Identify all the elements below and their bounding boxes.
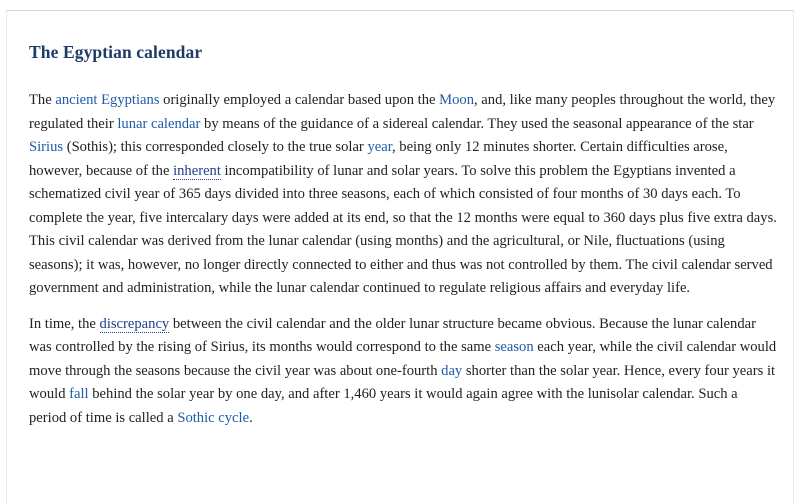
link-sirius[interactable]: Sirius <box>29 139 64 155</box>
text-run: The <box>29 92 56 108</box>
link-fall[interactable]: fall <box>69 386 89 402</box>
text-run: behind the solar year by one day, and after 1,460 years it would again agree with the lunisolar calendar. Such a period of time is called a <box>29 386 738 426</box>
text-run: each year, while the civil calendar would move through the seasons because the civil year was about one-fourth <box>29 339 777 379</box>
text-run: between the civil calendar and the older lunar structure became obvious. Because the lunar calendar was controlled by the rising of Sirius, its months would correspond to the same <box>29 315 756 355</box>
text-run: , being only 12 minutes shorter. Certain difficulties arose, however, because of the <box>29 139 728 179</box>
text-run: (Sothis); this corresponded closely to the true solar <box>63 139 368 155</box>
link-ancient-egyptians[interactable]: ancient Egyptians <box>55 92 160 108</box>
link-season[interactable]: season <box>494 339 534 355</box>
link-day[interactable]: day <box>441 362 463 379</box>
link-lunar-calendar[interactable]: lunar calendar <box>117 115 201 132</box>
section-title: The Egyptian calendar <box>29 42 203 62</box>
text-run: shorter than the solar year. Hence, every four years it would <box>29 362 776 402</box>
paragraph-2 <box>29 313 777 431</box>
dictionary-link-inherent[interactable]: inherent <box>173 162 221 179</box>
article <box>29 42 777 442</box>
paragraph-1 <box>29 89 777 301</box>
text-run: In time, the <box>29 315 100 332</box>
text-run: by means of the guidance of a sidereal calendar. They used the seasonal appearance of the star <box>200 115 754 132</box>
link-sothic-cycle[interactable]: Sothic cycle <box>177 409 250 426</box>
text-run: incompatibility of lunar and solar years. To solve this problem the Egyptians invented a schematized civil year of 365 days divided into three seasons, each of which consisted of four months of 30 days each. To complete the year, five intercalary days were added at its end, so that the 12 months were equal to 360 days plus five extra days. This civil calendar was derived from the lunar calendar (using months) and the agricultural, or Nile, fluctuations (using seasons); it was, however, no longer directly connected to either and thus was not controlled by them. The civil calendar served government and administration, while the lunar calendar continued to regulate religious affairs and everyday life. <box>29 162 777 296</box>
link-moon[interactable]: Moon <box>439 92 474 108</box>
text-run: , and, like many peoples throughout the world, they regulated their <box>29 92 776 132</box>
link-year[interactable]: year <box>367 139 392 155</box>
text-run: . <box>249 409 253 426</box>
text-run: originally employed a calendar based upon the <box>159 92 440 108</box>
dictionary-link-discrepancy[interactable]: discrepancy <box>99 315 170 332</box>
